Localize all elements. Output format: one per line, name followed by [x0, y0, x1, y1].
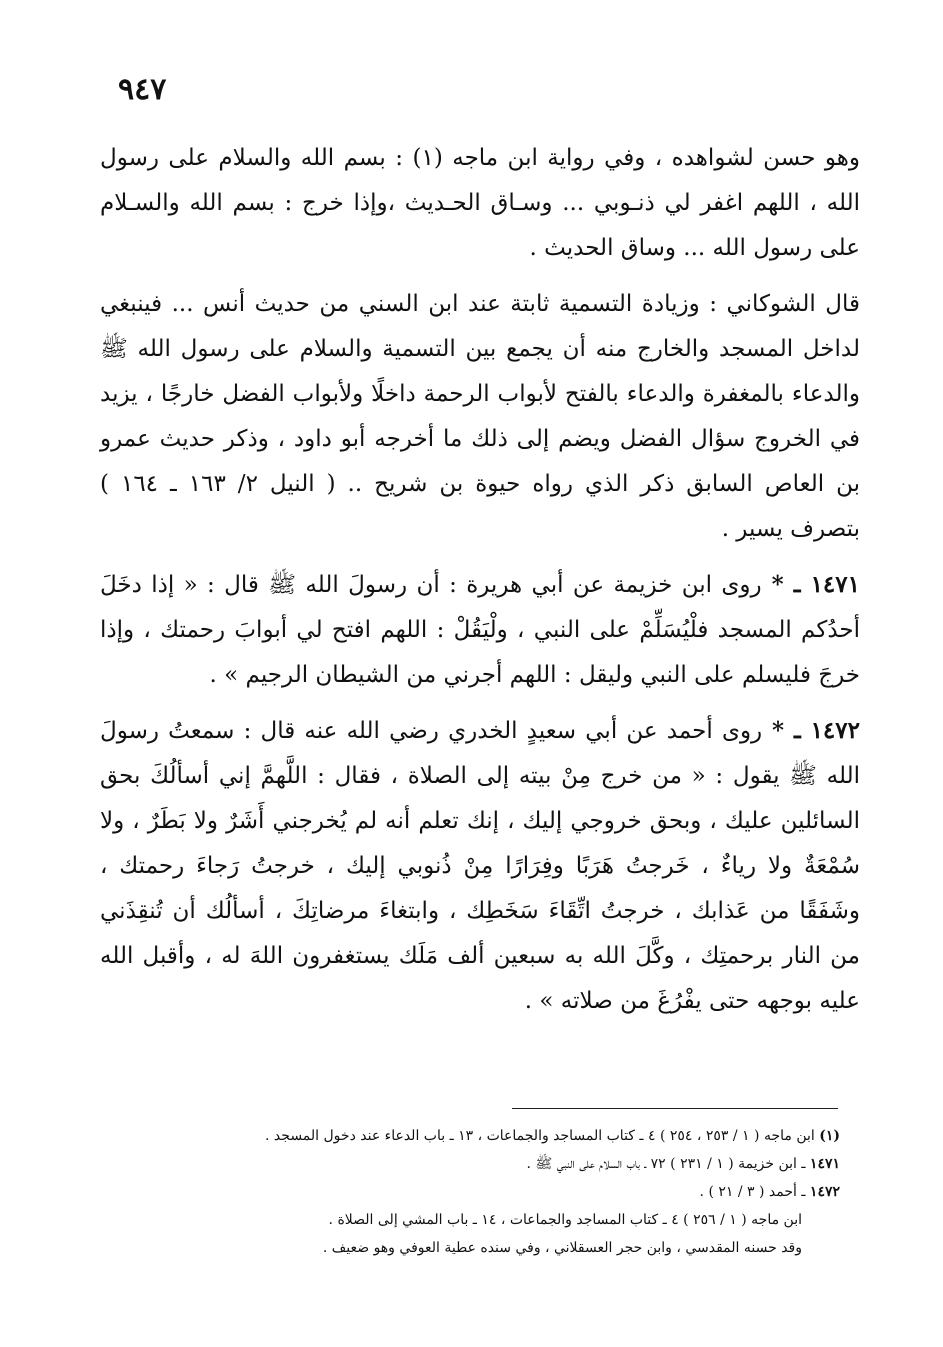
- footnote-text: ابن ماجه ( ١ / ٢٥٣ ، ٢٥٤ ) ٤ ـ كتاب المساجد والجماعات ، ١٣ ـ باب الدعاء عند دخول المسجد .: [265, 1128, 820, 1144]
- footnote-text: ـ أحمد ( ٣ / ٢١ ) .: [699, 1184, 810, 1200]
- paragraph-1: [100, 135, 860, 271]
- hadith-text: روى أحمد عن أبي سعيدٍ الخدري رضي الله عنه قال : سمعتُ رسولَ الله ﷺ يقول : « من خرج مِنْ بيته إلى الصلاة ، فقال : اللَّهمَّ إني أسألُكَ بحق السائلين عليك ، وبحق خروجي إليك ، إنك تعلم أنه لم يُخرجني أَشَرٌ ولا بَطَرٌ ، ولا سُمْعَةٌ ولا رياءٌ ، خَرجتُ هَرَبًا وفِرَارًا مِنْ ذُنوبي إليك ، خرجتُ رَجاءَ رحمتك ، وشَفَقًا من عَذابك ، خرجتُ اتِّقَاءَ سَخَطِك ، وابتغاءَ مرضاتِكَ ، أسألُك أن تُنقِذَني من النار برحمتِك ، وكَّلَ الله به سبعين ألف مَلَك يستغفرون اللهَ له ، وأقبل الله عليه بوجهه حتى يفْرُغَ من صلاته » .: [100, 718, 860, 1014]
- hadith-number: ١٤٧١ ـ *: [761, 571, 860, 598]
- footnote-text: ـ ابن خزيمة ( ١ / ٢٣١ ) ٧٢ ـ باب السلام على النبي ﷺ .: [526, 1156, 810, 1172]
- hadith-1471: [100, 562, 860, 698]
- footnote-1471: [100, 1150, 840, 1178]
- paragraph-text: قال الشوكاني : وزيادة التسمية ثابتة عند ابن السني من حديث أنس ... فينبغي لداخل المسجد والخارج منه أن يجمع بين التسمية والسلام على رسول الله ﷺ والدعاء بالمغفرة والدعاء بالفتح لأبواب الرحمة داخلًا ولأبواب الفضل خارجًا ، يزيد في الخروج سؤال الفضل ويضم إلى ذلك ما أخرجه أبو داود ، وذكر حديث عمرو بن العاص السابق ذكر الذي رواه حيوة بن شريح .. ( النيل ٢/ ١٦٣ ـ ١٦٤ ) بتصرف يسير .: [100, 291, 860, 542]
- hadith-1472: [100, 708, 860, 1024]
- footnote-number: (١): [819, 1128, 840, 1144]
- footnote-number: ١٤٧١: [809, 1156, 840, 1172]
- footnote-number: ١٤٧٢: [809, 1184, 840, 1200]
- footnote-text: وقد حسنه المقدسي ، وابن حجر العسقلاني ، وفي سنده عطية العوفي وهو ضعيف .: [322, 1240, 802, 1256]
- main-text: [100, 135, 860, 1034]
- footnote-text: ابن ماجه ( ١ / ٢٥٦ ) ٤ ـ كتاب المساجد والجماعات ، ١٤ ـ باب المشي إلى الصلاة .: [328, 1212, 802, 1228]
- footnote-1472-grading: [100, 1234, 802, 1262]
- footnote-1472: [100, 1178, 840, 1206]
- footnote-1472-ibn-majah: [100, 1206, 802, 1234]
- paragraph-2: [100, 281, 860, 552]
- hadith-text: روى ابن خزيمة عن أبي هريرة : أن رسولَ الله ﷺ قال : « إذا دخَلَ أحدُكم المسجد فلْيُسَلِّمْ على النبي ، ولْيَقُلْ : اللهم افتح لي أبوابَ رحمتك ، وإذا خرجَ فليسلم على النبي وليقل : اللهم أجرني من الشيطان الرجيم » .: [100, 572, 860, 688]
- page-number: ٩٤٧: [118, 72, 167, 107]
- footnote-divider: [512, 1108, 838, 1109]
- footnotes: [100, 1122, 840, 1262]
- footnote-1: [100, 1122, 840, 1150]
- hadith-number: ١٤٧٢ ـ *: [762, 717, 860, 744]
- paragraph-text: وهو حسن لشواهده ، وفي رواية ابن ماجه (١) : بسم الله والسلام على رسول الله ، اللهم اغفر لي ذنـوبي ... وسـاق الحـديث ،وإذا خرج : بسم الله والسـلام على رسول الله ... وساق الحديث .: [100, 145, 860, 261]
